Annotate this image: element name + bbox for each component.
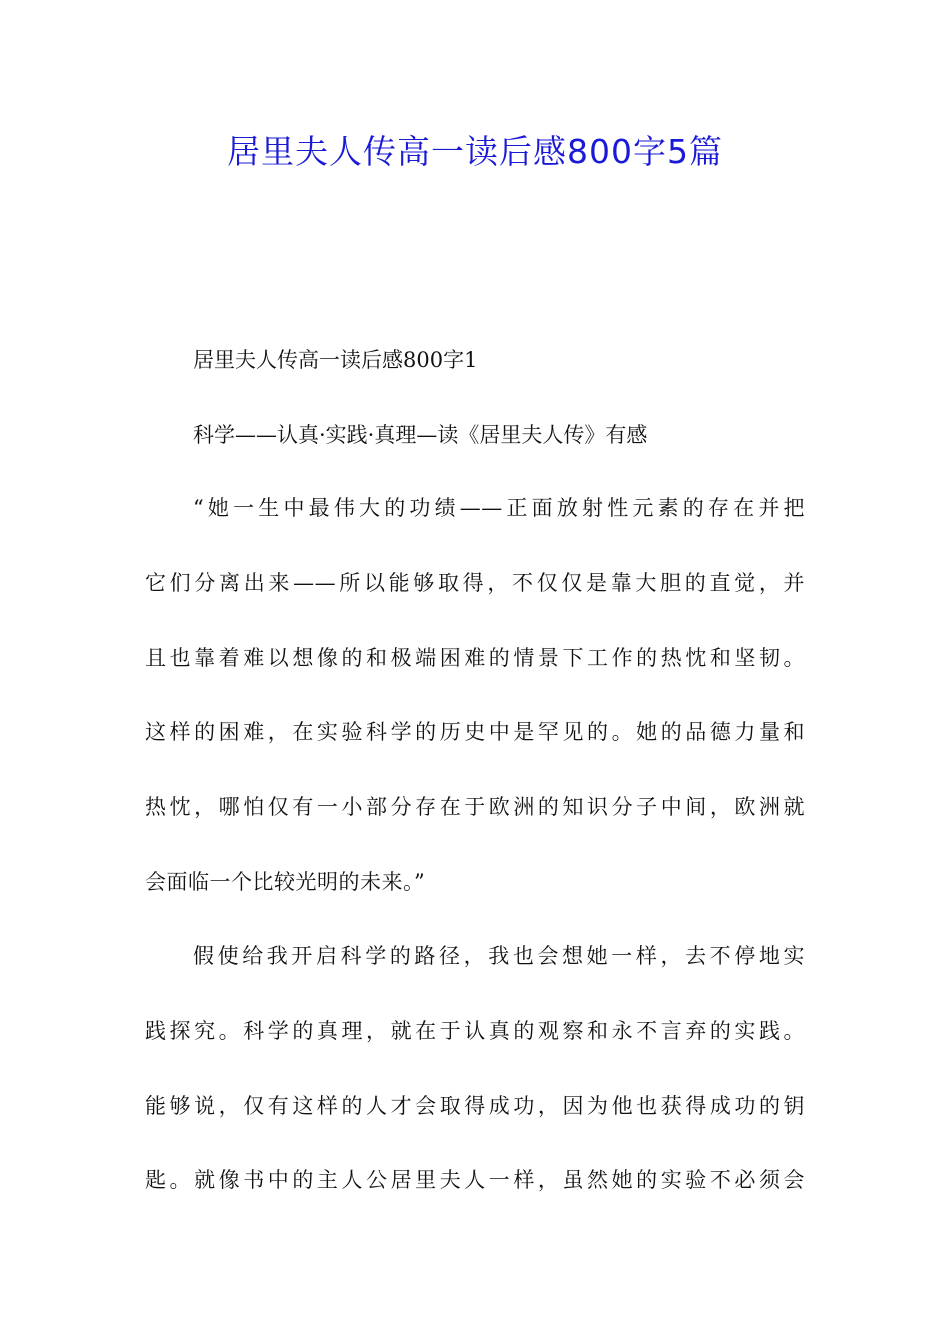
paragraph-line: 能够说，仅有这样的人才会取得成功，因为他也获得成功的钥 xyxy=(145,1094,805,1118)
paragraph-line: 匙。就像书中的主人公居里夫人一样，虽然她的实验不必须会 xyxy=(145,1168,805,1192)
paragraph-line: 且也靠着难以想像的和极端困难的情景下工作的热忱和坚韧。 xyxy=(145,646,805,670)
paragraph-line: 热忱，哪怕仅有一小部分存在于欧洲的知识分子中间，欧洲就 xyxy=(145,795,805,819)
paragraph-line: 践探究。科学的真理，就在于认真的观察和永不言弃的实践。 xyxy=(145,1019,805,1043)
document-title: 居里夫人传高一读后感800字5篇 xyxy=(227,132,723,171)
paragraph-line: 它们分离出来——所以能够取得，不仅仅是靠大胆的直觉，并 xyxy=(145,571,805,595)
essay-title: 科学——认真·实践·真理—读《居里夫人传》有感 xyxy=(193,423,648,447)
paragraph-line: “她一生中最伟大的功绩——正面放射性元素的存在并把 xyxy=(193,496,805,520)
paragraph-line: 这样的困难，在实验科学的历史中是罕见的。她的品德力量和 xyxy=(145,720,805,744)
section-heading: 居里夫人传高一读后感800字1 xyxy=(193,348,478,372)
paragraph-line: 假使给我开启科学的路径，我也会想她一样，去不停地实 xyxy=(193,944,805,968)
paragraph-line: 会面临一个比较光明的未来。” xyxy=(145,870,426,894)
